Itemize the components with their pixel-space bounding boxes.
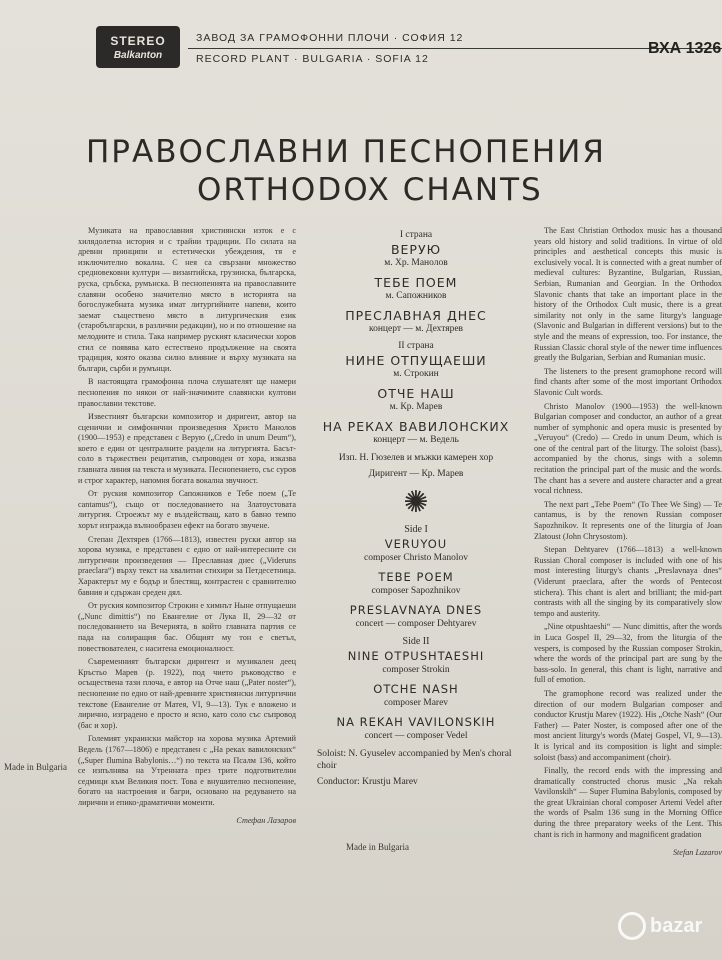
- balkanton-stereo-logo: [96, 26, 180, 68]
- track-title: NINE OTPUSHTAESHI: [347, 649, 485, 663]
- watermark-badge: [618, 904, 714, 948]
- track-title: TEBE POEM: [378, 570, 454, 584]
- note-paragraph: От руския композитор Сапожников е Тебе поем („Te cantamus“), също от последованието на Златоустовата литургия. Строежът му е въздействащ, като в бавно темпо хорът изгражда вълнообразен ефект на богато звучене.: [78, 489, 296, 531]
- track-credit: composer Strokin: [382, 665, 450, 675]
- side-1-label-en: Side I: [404, 524, 428, 535]
- track-title: ТЕБЕ ПОЕМ: [374, 275, 458, 290]
- made-in-bulgaria-center: Made in Bulgaria: [346, 842, 409, 852]
- performers-bg: Изп. Н. Гюзелев и мъжки камерен хор: [338, 453, 494, 463]
- note-paragraph: The next part „Tebe Poem“ (To Thee We Sing) — Te cantamus, is by the renown Russian composer Sapozhnikov. It represents one of the liturgia of Joan Zlatoust (John Chrysostom).: [534, 499, 722, 541]
- note-paragraph: Stepan Dehtyarev (1766—1813) a well-known Russian Choral composer is included with one of his most interesting liturgy's chants „Preslavnaya dnes“ (Viderunt praeclara, after the words of Pentecost stichera). This chant is alert and brilliant; the mid-part contrasts with all the singing by its comparatively slow tempo and austerity.: [534, 545, 722, 618]
- track-title: НИНЕ ОТПУЩАЕШИ: [345, 353, 487, 368]
- side-2-label-en: Side II: [402, 636, 430, 647]
- logo-bottom-text: Balkanton: [113, 49, 163, 61]
- track-credit: концерт — м. Ведель: [373, 435, 459, 445]
- track-title: ВЕРУЮ: [390, 242, 442, 257]
- made-in-bulgaria-left: Made in Bulgaria: [4, 762, 67, 772]
- track-title: ОТЧЕ НАШ: [377, 386, 455, 401]
- note-paragraph: „Nine otpushtaeshi“ — Nunc dimittis, after the words in Luca Gospel II, 29—32, from the liturgia of the vespers, is composed by the Russian composer Strokin, where the words of the principal part are sung by the bass-solo. In general, this chant is light, narrative and full of emotion.: [534, 622, 722, 685]
- track-credit: composer Christo Manolov: [364, 553, 468, 563]
- tracklist-bulgarian: [303, 230, 529, 480]
- note-paragraph: Известният български композитор и диригент, автор на сценични и симфонични произведения Христо Манолов (1900—1953) е представен с Верую („Credo in unum Deum“), което е един от централните раздели на литургията. Басът-соло в тържествен рецитатив, съпроводен от хора, изказва главната линия на текста и музиката. Песнопението, със суров и строг характер, напомня богата вокална звучност.: [78, 412, 296, 485]
- track-credit: концерт — м. Дехтярев: [368, 324, 464, 334]
- catalog-number: ВХА 1326: [648, 40, 722, 57]
- track-credit: composer Marev: [383, 698, 449, 708]
- watermark-icon: [618, 912, 646, 940]
- track-credit: м. Строкин: [393, 369, 439, 379]
- note-paragraph: The listeners to the present gramophone record will find chants after some of the most important Orthodox Slavonic Cult words.: [534, 366, 722, 397]
- track-credit: м. Сапожников: [385, 291, 447, 301]
- soloist-en: Soloist: N. Gyuselev accompanied by Men's choral choir: [317, 749, 512, 771]
- track-title: OTCHE NASH: [373, 682, 459, 696]
- track-title: NA REKAH VAVILONSKIH: [336, 715, 496, 729]
- side-1-label-bg: I страна: [399, 230, 433, 240]
- tracklist-english: [303, 524, 529, 788]
- note-paragraph: В настоящата грамофонна плоча слушателят ще намери песнопения по някои от най-значимите славянски култови православни текстове.: [78, 377, 296, 408]
- track-title: НА РЕКАХ ВАВИЛОНСКИХ: [322, 419, 510, 434]
- tracklist: [303, 226, 529, 846]
- note-paragraph: Степан Дехтярев (1766—1813), известен руски автор на хорова музика, е представен с едно от най-интересните си литургични произведения — Преславная днес („Videruns praeclara“) върху текст на хвалитни стихири за Петдесетница. Характерът му е бодър и блестящ, контрастен с сравнително бавния и сдържан среден дял.: [78, 534, 296, 597]
- note-paragraph: Christo Manolov (1900—1953) the well-known Bulgarian composer and conductor, an author of a great number of symphonic and opera music is presented by „Veruyou“ (Credo) — Credo in unum Deum, which is one of the central part of the liturgy. The soloist (bass), accompanied by the chorus, sings with a solemn recitation the principal part of the music and the words. The chant has a severe and austere character and a great vocal richness.: [534, 401, 722, 496]
- header-rule: [188, 48, 722, 49]
- liner-notes-bulgarian: [78, 226, 296, 826]
- logo-top-text: STEREO: [110, 33, 166, 48]
- title-english: ORTHODOX CHANTS: [197, 172, 543, 208]
- header-line-english: RECORD PLANT · BULGARIA · SOFIA 12: [196, 53, 429, 65]
- track-credit: composer Sapozhnikov: [371, 586, 461, 596]
- header-line-bulgarian: ЗАВОД ЗА ГРАМОФОННИ ПЛОЧИ · СОФИЯ 12: [196, 32, 464, 44]
- note-paragraph: Музиката на православния християнски изток е с хилядолетна история и с трайни традиции. По силата на древни принципи и естетически убеждения, тя е изключително вокална. С нея са свързани множество средновековни култури — византийска, грузинска, българска, руска, сръбска, румънска. В песнопенията на православните славяни особено значително място в историята на богослужебната музика имат литургийните напеви, които заемат съществено място в литургическия език (старобългарски, в различни редакции), но и по отношение на мелодиите и стила. Така например руският класически хоров стил се появява като естествено продължение на своята традиция, която оказва силно влияние и върху музиката на българи, сърби и румънци.: [78, 226, 296, 373]
- track-credit: м. Кр. Марев: [389, 402, 443, 412]
- note-paragraph: The East Christian Orthodox music has a thousand years old history and solid traditions. In virtue of old principles and aesthetical concepts this music is exclusively vocal. It is connected with a great number of medieval cultures: Byzantine, Bulgarian, Russian, Serbian, Rumanian and Georgian. In the Orthodox Slavonic chants that take an important place in the history of the Orthodox Cult music, there is a great similarity not only in the same liturgy's language (Slavonic and Bulgarian in different versions) but to the style and the means of expression, too. For instance, the Russian Classic choral style of the newer time influences greatly the Bulgarian, Serbian and Rumanian music.: [534, 226, 722, 363]
- note-paragraph: The gramophone record was realized under the direction of our modern Bulgarian composer and conductor Krustju Marev (1922). His „Otche Nash“ (Our Father) — Pater Noster, is composed after one of the most ancient liturgy's words (Matej Gospel, VI, 9—13). It is lyrical and its composition is light and simple: soloist (bass) and accompaniment (choir).: [534, 688, 722, 762]
- conductor-bg: Диригент — Кр. Марев: [368, 469, 464, 479]
- title-bulgarian: ПРАВОСЛАВНИ ПЕСНОПЕНИЯ: [86, 134, 606, 170]
- watermark-text: bazar: [650, 914, 703, 937]
- ornament-icon: ✺: [403, 486, 429, 519]
- note-paragraph: Големият украински майстор на хорова музика Артемий Ведель (1767—1806) е представен с „На реках вавилонских“ („Super flumina Babylonis…“) по текста на Псалм 136, който се изпълнява на Утренната през трите подготвителни седмици към Великия пост. Това е внушително песнопение, богато на настроения и багри, основано на редуването на лирични и епико-драматични моменти.: [78, 734, 296, 807]
- signature-english: Stefan Lazarov: [672, 848, 722, 858]
- track-title: PRESLAVNAYA DNES: [349, 603, 483, 617]
- track-title: ПРЕСЛАВНАЯ ДНЕС: [345, 308, 487, 323]
- note-paragraph: От руския композитор Строкин е химнът Ныне отпущаеши („Nunc dimittis“) по Евангелие от Лука II, 29—32 от последованието на Вечернята, в който главната партия се пада на солиращия бас. Общият му тон е светъл, повествователен, с наситена емоционалност.: [78, 601, 296, 653]
- signature-bulgarian: Стефан Лазаров: [236, 816, 296, 826]
- track-credit: м. Хр. Манолов: [384, 258, 448, 268]
- liner-notes-english: [534, 226, 722, 858]
- conductor-en: Conductor: Krustju Marev: [317, 777, 418, 787]
- track-credit: concert — composer Dehtyarev: [355, 619, 477, 629]
- note-paragraph: Съвременният български диригент и музикален деец Кръстьо Марев (р. 1922), под чието ръководство е осъществена тази плоча, е автор на Отче наш („Pater noster“), песнопение по едно от най-древните християнски литургични текстове (Евангелие от Матея, VI, 9—13). Тук е вложено и лирично, изградено е просто и ясно, като соло със съпровод (бас и хор).: [78, 657, 296, 730]
- note-paragraph: Finally, the record ends with the impressing and dramatically constructed chorus music „Na rekah Vavilonskih“ — Super Flumina Babylonis, composed by the great Ukrainian choral composer Artemi Vedel after the words of Psalm 136 sung in the Morning Office during the three preparatory weeks of the Lent. This chant is rich in harmony and magnificent gradation: [534, 766, 722, 839]
- track-credit: concert — composer Vedel: [364, 731, 468, 741]
- side-2-label-bg: II страна: [398, 341, 434, 351]
- track-title: VERUYOU: [384, 537, 448, 551]
